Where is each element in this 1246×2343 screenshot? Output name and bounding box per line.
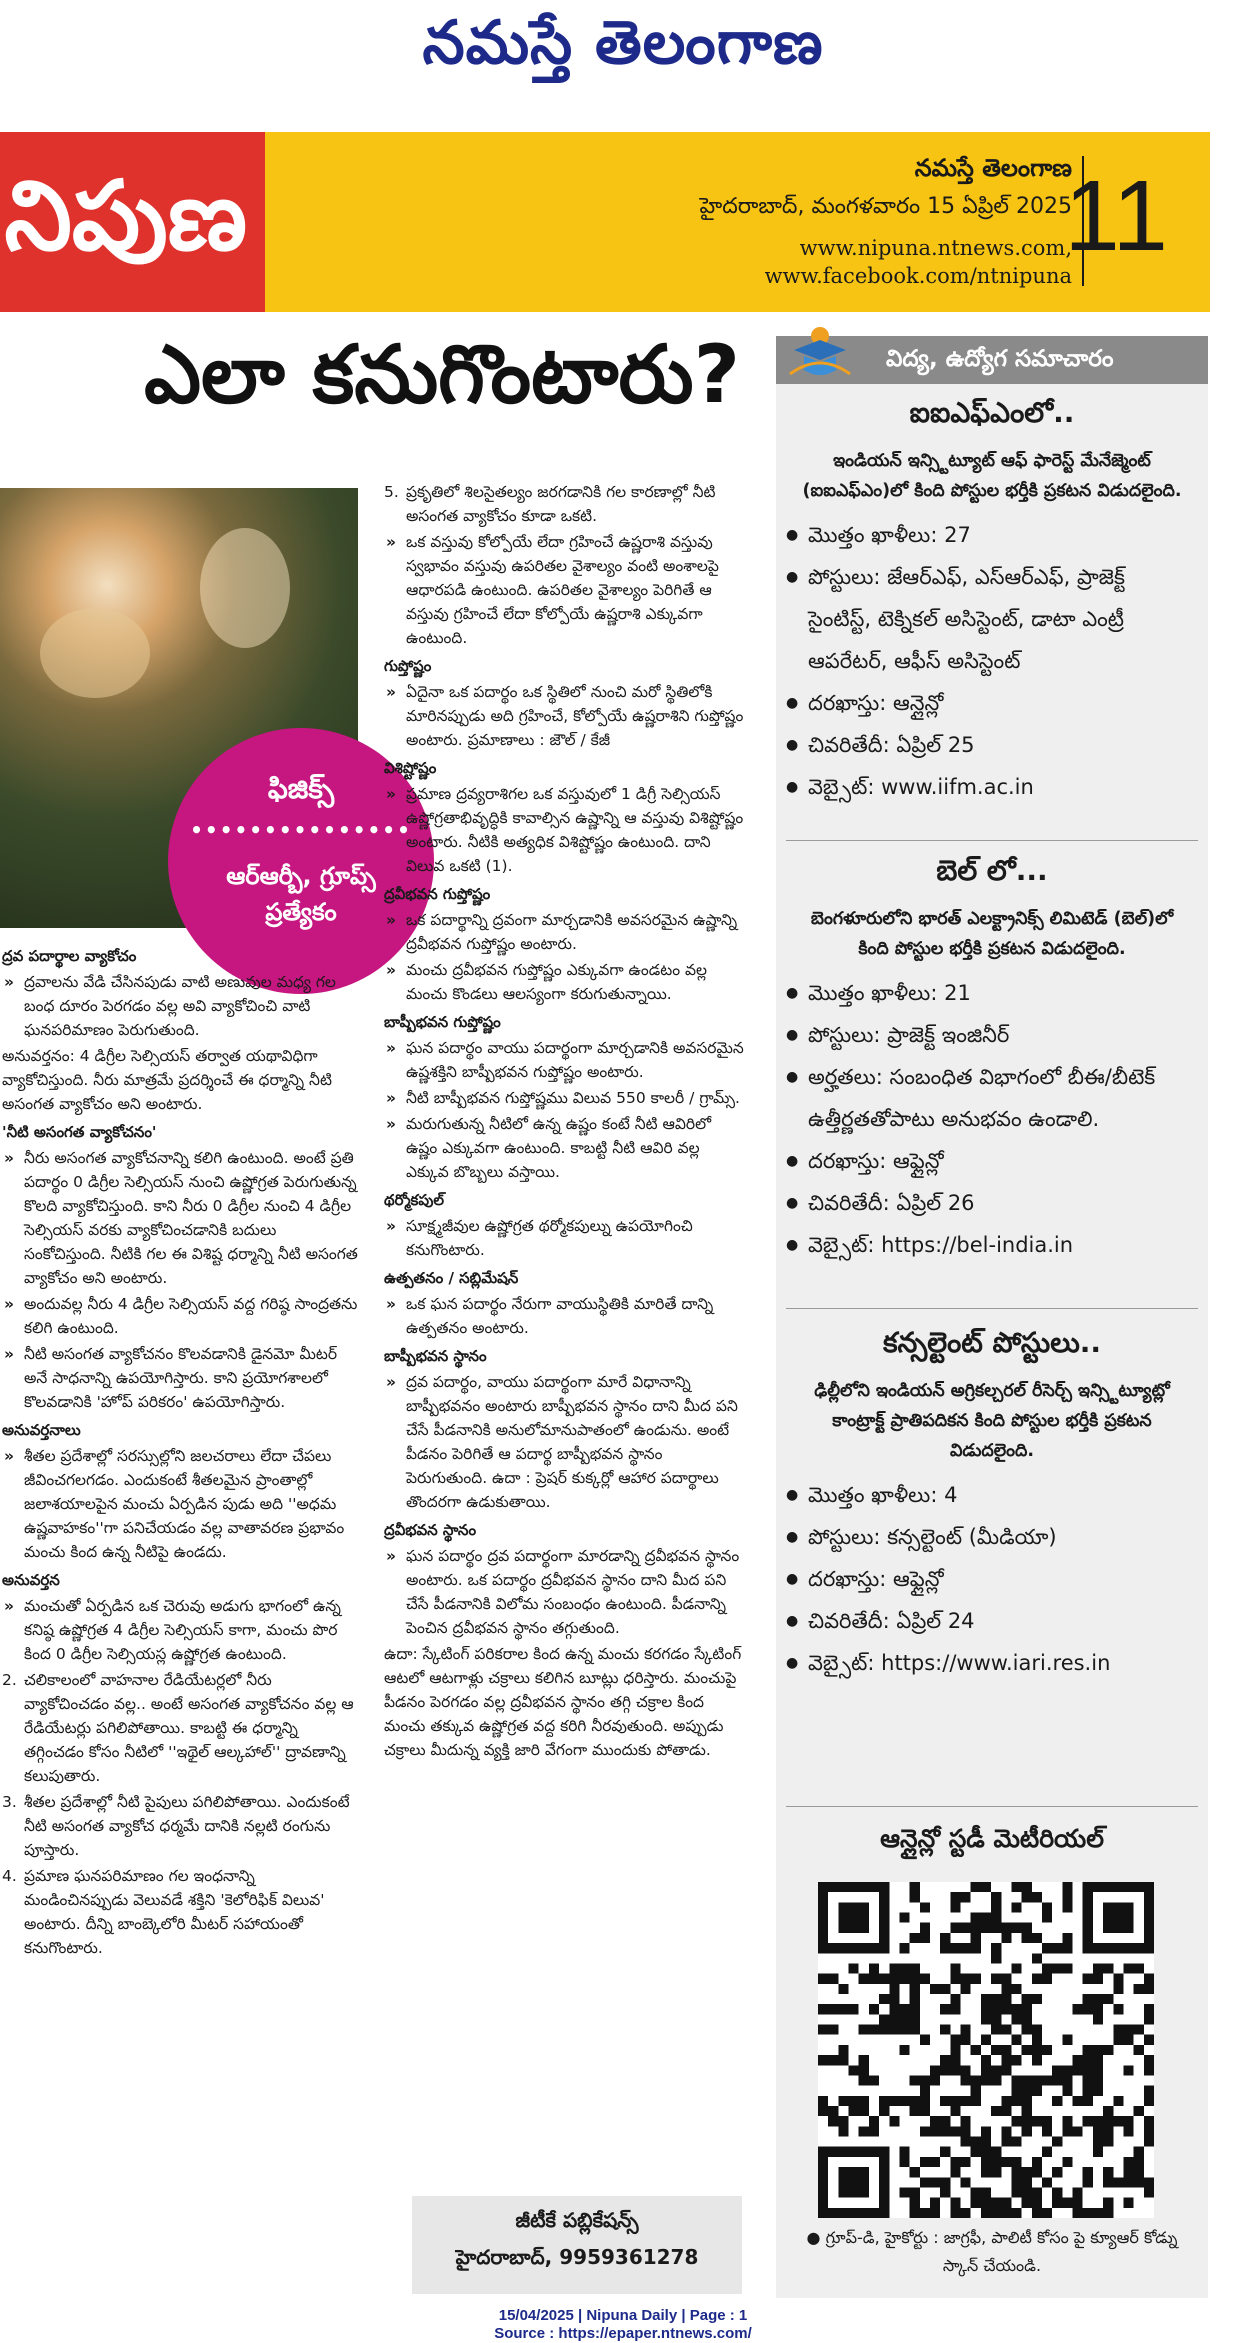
article-column-2	[384, 480, 744, 2180]
numbered-paragraph	[2, 1790, 360, 1862]
footer-edition: 15/04/2025 | Nipuna Daily | Page : 1	[498, 2307, 748, 2324]
brand-block	[0, 132, 265, 312]
detail-value[interactable]: https://www.iari.res.in	[874, 1651, 1111, 1675]
bullet-paragraph: » ఒక పదార్థాన్ని ద్రవంగా మార్చడానికి అవసరమైన ఉష్ణాన్ని ద్రవీభవన గుప్తోష్ణం అంటారు.	[384, 908, 744, 956]
section-heading: ద్రవ పదార్థాల వ్యాకోచం	[2, 947, 137, 965]
section-heading: బాష్పీభవన గుప్తోష్ణం	[384, 1013, 501, 1031]
notice-intro: ఇండియన్ ఇన్స్టిట్యూట్ ఆఫ్ ఫారెస్ట్ మేనేజ్మెంట్ (ఐఐఎఫ్ఎం)లో కింది పోస్టుల భర్తీకి ప్రకటన విడుదలైంది.	[802, 451, 1182, 501]
notice-iari	[776, 1326, 1208, 1684]
study-material-title: ఆన్లైన్లో స్టడీ మెటీరియల్	[880, 1824, 1104, 1853]
detail-item	[786, 1224, 1194, 1266]
badge-dots: •••••••••••••••	[190, 818, 412, 842]
notice-bel	[776, 854, 1208, 1266]
badge-subject: ఫిజిక్స్	[267, 772, 335, 805]
section-heading: బాష్పీభవన స్థానం	[384, 1347, 487, 1365]
badge-special-line: ప్రత్యేకం	[265, 898, 337, 926]
detail-item	[786, 1140, 1194, 1182]
detail-label: పోస్టులు:	[808, 565, 881, 589]
publisher-box	[412, 2196, 742, 2294]
detail-item	[786, 724, 1194, 766]
detail-label: దరఖాస్తు:	[808, 1567, 887, 1591]
section-heading: అనువర్తనాలు	[2, 1421, 81, 1439]
detail-item	[786, 1474, 1194, 1516]
detail-label: మొత్తం ఖాళీలు:	[808, 1483, 938, 1507]
qr-caption: ● గ్రూప్-డి, హైకోర్టు : జాగ్రఫీ, పాలిటీ కోసం పై క్యూఆర్ కోడ్ను స్కాన్ చేయండి.	[806, 2228, 1178, 2275]
paragraph: అనువర్తనం: 4 డిగ్రీల సెల్సియస్ తర్వాత యథావిధిగా వ్యాకోచిస్తుంది. నీరు మాత్రమే ప్రదర్శించే ఈ ధర్మాన్ని నీటి అసంగత వ్యాకోచం అని అంటారు.	[2, 1047, 332, 1113]
bullet-paragraph: » ప్రమాణ ద్రవ్యరాశిగల ఒక వస్తువులో 1 డిగ్రీ సెల్సియస్ ఉష్ణోగ్రతాభివృద్ధికి కావాల్సిన ఉష్ణాన్ని ఆ వస్తువు విశిష్టోష్ణం అంటారు. నీటికి అత్యధిక విశిష్టోష్ణం ఉంటుంది. దాని విలువ ఒకటి (1).	[384, 782, 744, 878]
bullet-paragraph: » అందువల్ల నీరు 4 డిగ్రీల సెల్సియస్ వద్ద గరిష్ఠ సాంద్రతను కలిగి ఉంటుంది.	[2, 1292, 360, 1340]
publisher-contact: హైదరాబాద్, 9959361278	[455, 2245, 699, 2269]
detail-item	[786, 972, 1194, 1014]
article-column-1	[2, 940, 360, 2295]
detail-value: జేఆర్ఎఫ్, ఎస్ఆర్ఎఫ్, ప్రాజెక్ట్ సైంటిస్ట్, టెక్నికల్ అసిస్టెంట్, డాటా ఎంట్రీ ఆపరేటర్, ఆఫీస్ అసిస్టెంట్	[808, 565, 1125, 673]
numbered-paragraph	[2, 1864, 360, 1960]
detail-value: 4	[937, 1483, 958, 1507]
numbered-paragraph	[2, 1668, 360, 1788]
page-number: 11	[1064, 160, 1168, 272]
bullet-paragraph: » నీటి బాష్పీభవన గుప్తోష్ణము విలువ 550 కాలరీ / గ్రామ్స్.	[384, 1086, 744, 1110]
detail-item	[786, 1558, 1194, 1600]
notice-iifm	[776, 396, 1208, 808]
item-number: 2.	[2, 1671, 17, 1689]
item-text: శీతల ప్రదేశాల్లో నీటి పైపులు పగిలిపోతాయి. ఎందుకంటే నీటి అసంగత వ్యాకోచ ధర్మమే దానికి నల్లటి రంగును పూస్తారు.	[24, 1793, 350, 1859]
detail-value: ఏప్రిల్ 24	[889, 1609, 975, 1633]
bullet-paragraph: » శీతల ప్రదేశాల్లో సరస్సుల్లోని జలచరాలు లేదా చేపలు జీవించగలగడం. ఎందుకంటే శీతలమైన ప్రాంతాల్లో జలాశయాలపైన మంచు ఏర్పడిన పుడు అది ''అధమ ఉష్ణవాహకం''గా పనిచేయడం వల్ల వాతావరణ ప్రభావం మంచు కింద ఉన్న నీటిపై ఉండదు.	[2, 1444, 360, 1564]
page-footer	[0, 2307, 1246, 2343]
bullet-paragraph: » ఘన పదార్థం వాయు పదార్థంగా మార్చడానికి అవసరమైన ఉష్ణశక్తిని బాష్పీభవన గుప్తోష్ణం అంటారు.	[384, 1036, 744, 1084]
jobs-sidebar	[776, 336, 1208, 2298]
detail-label: వెబ్సైట్:	[808, 1233, 875, 1257]
date-line: హైదరాబాద్, మంగళవారం 15 ఏప్రిల్ 2025	[699, 194, 1072, 219]
website-link[interactable]: www.nipuna.ntnews.com,	[799, 236, 1072, 260]
paper-name: నమస్తే తెలంగాణ	[914, 154, 1072, 182]
sidebar-title: విద్య, ఉద్యోగ సమాచారం	[886, 346, 1114, 372]
item-number: 3.	[2, 1793, 17, 1811]
bullet-paragraph: » మంచు ద్రవీభవన గుప్తోష్ణం ఎక్కువగా ఉండటం వల్ల మంచు కొండలు ఆలస్యంగా కరుగుతున్నాయి.	[384, 958, 744, 1006]
publisher-name: జీటీకే పబ్లికేషన్స్	[515, 2208, 639, 2232]
section-heading: ద్రవీభవన గుప్తోష్ణం	[384, 885, 491, 903]
notice-title: కన్సల్టెంట్ పోస్టులు..	[882, 1326, 1102, 1359]
section-heading: విశిష్టోష్ణం	[384, 759, 437, 777]
section-divider	[786, 1806, 1198, 1807]
banner-info	[699, 154, 1072, 290]
item-number: 5.	[384, 483, 399, 501]
section-divider	[786, 840, 1198, 841]
detail-label: దరఖాస్తు:	[808, 1149, 887, 1173]
bullet-paragraph: » నీరు అసంగత వ్యాకోచనాన్ని కలిగి ఉంటుంది. అంటే ప్రతి పదార్థం 0 డిగ్రీల సెల్సియస్ నుంచి ఉష్ణోగ్రత పెరుగుతున్న కొలది వ్యాకోచిస్తుంది. కాని నీరు 0 డిగ్రీల నుంచి 4 డిగ్రీల సెల్సియస్ వరకు వ్యాకోచించడానికి బదులు సంకోచిస్తుంది. నీటికి గల ఈ విశిష్ట ధర్మాన్ని నీటి అసంగత వ్యాకోచం అని అంటారు.	[2, 1146, 360, 1290]
detail-value[interactable]: www.iifm.ac.in	[874, 775, 1034, 799]
qr-code-icon[interactable]	[818, 1882, 1154, 2218]
notice-details	[776, 1474, 1208, 1684]
detail-item	[786, 1056, 1194, 1140]
bullet-paragraph: » నీటి అసంగత వ్యాకోచనం కొలవడానికి డైనమో మీటర్ అనే సాధనాన్ని ఉపయోగిస్తారు. కాని ప్రయోగశాలలో కొలవడానికి 'హోప్ పరికరం' ఉపయోగిస్తారు.	[2, 1342, 360, 1414]
detail-item	[786, 1182, 1194, 1224]
article-headline	[0, 328, 760, 438]
detail-value[interactable]: https://bel-india.in	[874, 1233, 1074, 1257]
bullet-paragraph: » మరుగుతున్న నీటిలో ఉన్న ఉష్ణం కంటే నీటి ఆవిరిలో ఉష్ణం ఎక్కువగా ఉంటుంది. కాబట్టి నీటి ఆవిరి వల్ల ఎక్కువ బొబ్బలు వస్తాయి.	[384, 1112, 744, 1184]
brand-name: నిపుణ	[4, 160, 247, 272]
bullet-paragraph: » ద్రవాలను వేడి చేసినపుడు వాటి అణువుల మధ్య గల బంధ దూరం పెరగడం వల్ల అవి వ్యాకోచించి వాటి ఘనపరిమాణం పెరుగుతుంది.	[2, 970, 360, 1042]
detail-value: 21	[937, 981, 971, 1005]
detail-label: చివరితేదీ:	[808, 1609, 890, 1633]
detail-item	[786, 766, 1194, 808]
detail-item	[786, 1516, 1194, 1558]
section-heading: థర్మోకపుల్	[384, 1191, 444, 1209]
notice-title: ఐఐఎఫ్ఎంలో..	[909, 396, 1075, 429]
section-divider	[786, 1308, 1198, 1309]
detail-label: పోస్టులు:	[808, 1525, 881, 1549]
detail-item	[786, 514, 1194, 556]
notice-title: బెల్ లో...	[936, 854, 1048, 887]
bullet-paragraph: » సూక్ష్మజీవుల ఉష్ణోగ్రత థర్మోకపుల్ను ఉపయోగించి కనుగొంటారు.	[384, 1214, 744, 1262]
footer-source[interactable]: Source : https://epaper.ntnews.com/	[494, 2325, 752, 2342]
detail-label: చివరితేదీ:	[808, 733, 890, 757]
photo-highlight	[40, 608, 150, 698]
bullet-paragraph: » ఘన పదార్థం ద్రవ పదార్థంగా మారడాన్ని ద్రవీభవన స్థానం అంటారు. ఒక పదార్థం ద్రవీభవన స్థానం దాని మీద పని చేసే పీడనానికి విలోమ సంబంధం ఉంటుంది. పీడనాన్ని పెంచిన ద్రవీభవన స్థానం తగ్గుతుంది.	[384, 1544, 744, 1640]
section-heading: 'నీటి అసంగత వ్యాకోచనం'	[2, 1123, 157, 1141]
numbered-paragraph	[384, 480, 744, 528]
masthead-logo: నమస్తే తెలంగాణ	[422, 8, 824, 78]
badge-exam-line: ఆర్ఆర్బీ, గ్రూప్స్	[226, 862, 376, 890]
detail-value: ఆఫ్లైన్లో	[886, 1149, 944, 1173]
graduate-logo-icon	[784, 322, 856, 384]
section-heading: అనువర్తన	[2, 1571, 60, 1589]
section-heading: ద్రవీభవన స్థానం	[384, 1521, 477, 1539]
section-heading: గుప్తోష్ణం	[384, 657, 432, 675]
bullet-paragraph: » ఒక ఘన పదార్థం నేరుగా వాయుస్థితికి మారితే దాన్ని ఉత్పతనం అంటారు.	[384, 1292, 744, 1340]
detail-item	[786, 682, 1194, 724]
detail-item	[786, 1600, 1194, 1642]
detail-label: అర్హతలు:	[808, 1065, 883, 1089]
detail-label: వెబ్సైట్:	[808, 775, 875, 799]
detail-label: దరఖాస్తు:	[808, 691, 887, 715]
bullet-paragraph: » మంచుతో ఏర్పడిన ఒక చెరువు అడుగు భాగంలో ఉన్న కనిష్ఠ ఉష్ణోగ్రత 4 డిగ్రీల సెల్సియస్ కాగా, మంచు పొర కింద 0 డిగ్రీల సెల్సియస్ల ఉష్ణోగ్రత ఉంటుంది.	[2, 1594, 360, 1666]
bullet-paragraph: » ఏదైనా ఒక పదార్థం ఒక స్థితిలో నుంచి మరో స్థితిలోకి మారినప్పుడు అది గ్రహించే, కోల్పోయే ఉష్ణరాశిని గుప్తోష్ణం అంటారు. ప్రమాణాలు : జౌల్ / కేజీ	[384, 680, 744, 752]
detail-value: ఆన్లైన్లో	[886, 691, 944, 715]
facebook-link[interactable]: www.facebook.com/ntnipuna	[764, 264, 1072, 288]
detail-label: పోస్టులు:	[808, 1023, 881, 1047]
notice-details	[776, 514, 1208, 808]
photo-highlight	[200, 528, 290, 648]
detail-item	[786, 556, 1194, 682]
detail-value: ఏప్రిల్ 25	[889, 733, 975, 757]
paragraph: ఉదా: స్కేటింగ్ పరికరాల కింద ఉన్న మంచు కరగడం స్కేటింగ్ ఆటలో ఆటగాళ్లు చక్రాలు కలిగిన బూట్లు ధరిస్తారు. మంచుపై పీడనం పెరగడం వల్ల ద్రవీభవన స్థానం తగ్గి చక్రాల కింద మంచు తక్కువ ఉష్ణోగ్రత వద్ద కరిగి నీరవుతుంది. అప్పుడు చక్రాలు మీదున్న వ్యక్తి జారి వేగంగా ముందుకు పోతాడు.	[384, 1645, 742, 1759]
detail-label: చివరితేదీ:	[808, 1191, 890, 1215]
item-text: చలికాలంలో వాహనాల రేడియేటర్లలో నీరు వ్యాకోచించడం వల్ల.. అంటే అసంగత వ్యాకోచనం వల్ల ఆ రేడియేటర్లు పగిలిపోతాయి. కాబట్టి ఈ ధర్మాన్ని తగ్గించడం కోసం నీటిలో ''ఇథైల్ ఆల్కహాల్'' ద్రావణాన్ని కలుపుతారు.	[24, 1671, 354, 1785]
detail-item	[786, 1642, 1194, 1684]
detail-value: ప్రాజెక్ట్ ఇంజినీర్	[880, 1023, 1010, 1047]
detail-value: ఆఫ్లైన్లో	[886, 1567, 944, 1591]
detail-value: కన్సల్టెంట్ (మీడియా)	[880, 1525, 1057, 1549]
detail-value: ఏప్రిల్ 26	[889, 1191, 975, 1215]
bullet-paragraph: » ద్రవ పదార్థం, వాయు పదార్థంగా మారే విధానాన్ని బాష్పీభవనం అంటారు బాష్పీభవన స్థానం దాని మీద పని చేసే పీడనానికి అనులోమానుపాతంలో ఉండును. అంటే పీడనం పెరిగితే ఆ పదార్థ బాష్పీభవన స్థానం పెరుగుతుంది. ఉదా : ప్రెషర్ కుక్కర్లో ఆహార పదార్థాలు తొందరగా ఉడుకుతాయి.	[384, 1370, 744, 1514]
notice-intro: బెంగళూరులోని భారత్ ఎలక్ట్రానిక్స్ లిమిటెడ్ (బెల్)లో కింది పోస్టుల భర్తీకి ప్రకటన విడుదలైంది.	[810, 909, 1174, 959]
sidebar-header	[776, 336, 1208, 384]
item-text: ప్రకృతిలో శిలసైతల్యం జరగడానికి గల కారణాల్లో నీటి అసంగత వ్యాకోచం కూడా ఒకటి.	[406, 483, 716, 525]
section-heading: ఉత్పతనం / సబ్లిమేషన్	[384, 1269, 519, 1287]
bullet-paragraph: » ఒక వస్తువు కోల్పోయే లేదా గ్రహించే ఉష్ణరాశి వస్తువు స్వభావం వస్తువు ఉపరితల వైశాల్యం వంటి అంశాలపై ఆధారపడి ఉంటుంది. ఉపరితల వైశాల్యం పెరిగితే ఆ వస్తువు గ్రహించే లేదా కోల్పోయే ఉష్ణరాశి ఎక్కువగా ఉంటుంది.	[384, 530, 744, 650]
section-banner	[0, 132, 1210, 312]
detail-label: వెబ్సైట్:	[808, 1651, 875, 1675]
detail-label: మొత్తం ఖాళీలు:	[808, 523, 938, 547]
detail-label: మొత్తం ఖాళీలు:	[808, 981, 938, 1005]
detail-item	[786, 1014, 1194, 1056]
item-text: ప్రమాణ ఘనపరిమాణం గల ఇంధనాన్ని మండించినప్పుడు వెలువడే శక్తిని 'కెలోరిఫిక్ విలువ' అంటారు. దీన్ని బాంబ్కెలోరి మీటర్ సహాయంతో కనుగొంటారు.	[24, 1867, 325, 1957]
notice-intro: ఢిల్లీలోని ఇండియన్ అగ్రికల్చరల్ రీసెర్చ్ ఇన్స్టిట్యూట్లో కాంట్రాక్ట్ ప్రాతిపదికన కింది పోస్టుల భర్తీకి ప్రకటన విడుదలైంది.	[814, 1381, 1170, 1461]
headline-text: ఎలా కనుగొంటారు?	[144, 328, 740, 421]
notice-details	[776, 972, 1208, 1266]
item-number: 4.	[2, 1867, 17, 1885]
detail-value: సంబంధిత విభాగంలో బీఈ/బీటెక్ ఉత్తీర్ణతతోపాటు అనుభవం ఉండాలి.	[808, 1065, 1156, 1131]
detail-value: 27	[937, 523, 971, 547]
